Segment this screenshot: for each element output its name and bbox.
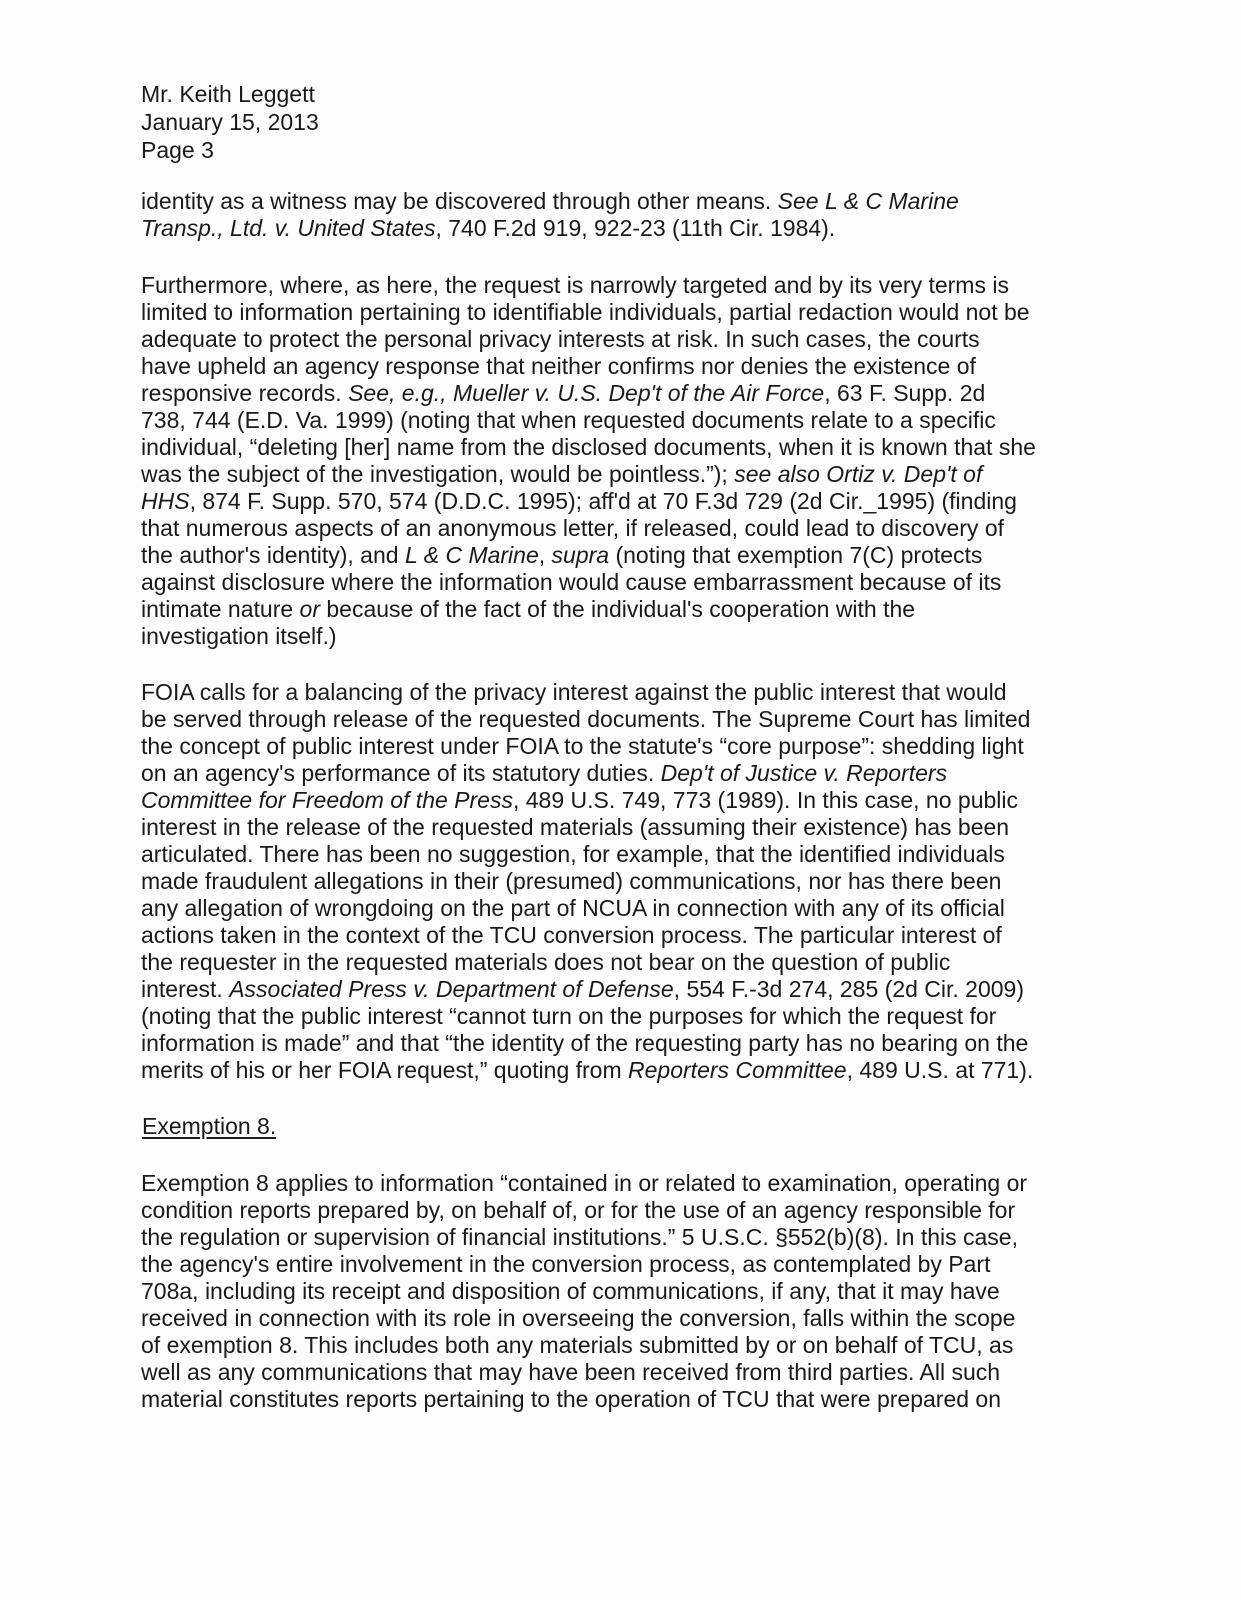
text-line: actions taken in the context of the TCU conversion process. The particular interest of [141, 922, 1002, 948]
text-line: the agency's entire involvement in the conversion process, as contemplated by Part [141, 1251, 991, 1277]
letter-date: January 15, 2013 [141, 109, 319, 135]
section-heading-exemption-8: Exemption 8. [142, 1113, 277, 1139]
text-line: Exemption 8 applies to information “contained in or related to examination, operating or [141, 1170, 1028, 1196]
text-line: against disclosure where the information would cause embarrassment because of its [141, 569, 1002, 595]
text-line: merits of his or her FOIA request,” quoting from Reporters Committee, 489 U.S. at 771). [141, 1057, 1034, 1083]
text-line: Furthermore, where, as here, the request is narrowly targeted and by its very terms is [141, 272, 1009, 298]
letter-header [141, 80, 319, 164]
text-line: limited to information pertaining to identifiable individuals, partial redaction would not be [141, 299, 1030, 325]
text-line: that numerous aspects of an anonymous letter, if released, could lead to discovery of [141, 515, 1004, 541]
text-line: was the subject of the investigation, would be pointless.”); see also Ortiz v. Dep't of [141, 461, 983, 487]
text-line: be served through release of the requested documents. The Supreme Court has limited [141, 706, 1031, 732]
text-line: any allegation of wrongdoing on the part of NCUA in connection with any of its official [141, 895, 1005, 921]
text-line: FOIA calls for a balancing of the privacy interest against the public interest that would [141, 679, 1007, 705]
text-line: investigation itself.) [141, 623, 337, 649]
text-line: the requester in the requested materials does not bear on the question of public [141, 949, 951, 975]
text-line: the author's identity), and L & C Marine, supra (noting that exemption 7(C) protects [141, 542, 983, 568]
text-line: on an agency's performance of its statutory duties. Dep't of Justice v. Reporters [141, 760, 948, 786]
text-line: adequate to protect the personal privacy interests at risk. In such cases, the courts [141, 326, 980, 352]
text-line: have upheld an agency response that neither confirms nor denies the existence of [141, 353, 976, 379]
text-line: (noting that the public interest “cannot turn on the purposes for which the request for [141, 1003, 997, 1029]
text-line: information is made” and that “the identity of the requesting party has no bearing on the [141, 1030, 1029, 1056]
text-line: individual, “deleting [her] name from the disclosed documents, when it is known that she [141, 434, 1036, 460]
text-line: responsive records. See, e.g., Mueller v. U.S. Dep't of the Air Force, 63 F. Supp. 2d [141, 380, 986, 406]
text-line: articulated. There has been no suggestion, for example, that the identified individuals [141, 841, 1005, 867]
text-line: material constitutes reports pertaining to the operation of TCU that were prepared on [141, 1386, 1001, 1412]
text-line: made fraudulent allegations in their (presumed) communications, nor has there been [141, 868, 1002, 894]
text-line: HHS, 874 F. Supp. 570, 574 (D.D.C. 1995); aff'd at 70 F.3d 729 (2d Cir._1995) (finding [141, 488, 1017, 514]
text-line: of exemption 8. This includes both any materials submitted by or on behalf of TCU, as [141, 1332, 1014, 1358]
text-line: Committee for Freedom of the Press, 489 U.S. 749, 773 (1989). In this case, no public [141, 787, 1019, 813]
text-line: interest in the release of the requested materials (assuming their existence) has been [141, 814, 1010, 840]
text-line: identity as a witness may be discovered through other means. See L & C Marine [141, 188, 959, 214]
addressee-name: Mr. Keith Leggett [141, 81, 315, 107]
text-line: interest. Associated Press v. Department of Defense, 554 F.-3d 274, 285 (2d Cir. 2009) [141, 976, 1025, 1002]
text-line: the regulation or supervision of financial institutions.” 5 U.S.C. §552(b)(8). In this case, [141, 1224, 1018, 1250]
text-line: 708a, including its receipt and disposition of communications, if any, that it may have [141, 1278, 1000, 1304]
text-line: Transp., Ltd. v. United States, 740 F.2d 919, 922-23 (11th Cir. 1984). [141, 215, 836, 241]
text-line: received in connection with its role in overseeing the conversion, falls within the scope [141, 1305, 1016, 1331]
text-line: 738, 744 (E.D. Va. 1999) (noting that when requested documents relate to a specific [141, 407, 996, 433]
text-line: condition reports prepared by, on behalf of, or for the use of an agency responsible for [141, 1197, 1016, 1223]
text-line: the concept of public interest under FOIA to the statute's “core purpose”: shedding light [141, 733, 1024, 759]
text-line: well as any communications that may have been received from third parties. All such [141, 1359, 1001, 1385]
text-line: intimate nature or because of the fact of the individual's cooperation with the [141, 596, 916, 622]
page-number: Page 3 [141, 137, 214, 163]
